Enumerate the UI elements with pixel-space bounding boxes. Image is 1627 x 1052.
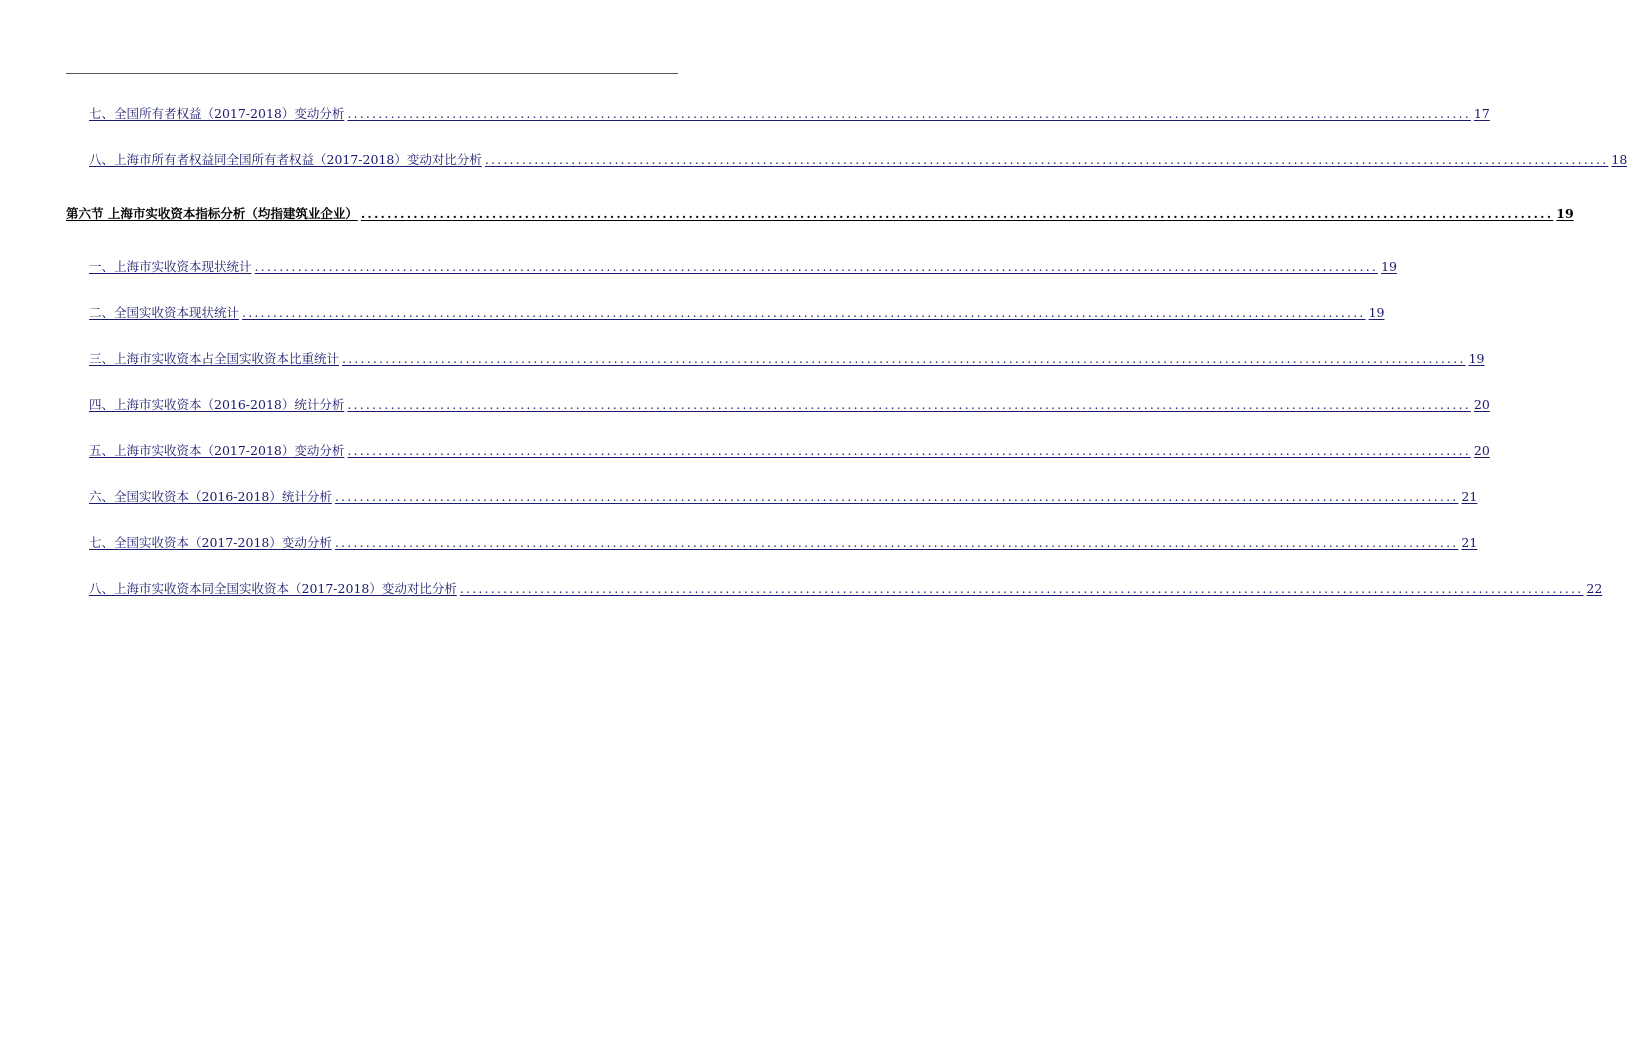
toc-entry-title: 五、上海市实收资本（2017-2018）变动分析 (89, 443, 345, 458)
toc-entry-title: 八、上海市实收资本同全国实收资本（2017-2018）变动对比分析 (89, 581, 457, 596)
toc-page-number: 19 (1556, 206, 1574, 221)
toc-entry-title: 六、全国实收资本（2016-2018）统计分析 (89, 489, 332, 504)
toc-page-number: 18 (1611, 152, 1627, 167)
toc-dot-leader: ...................................................................................................................................................................................... (334, 489, 1459, 504)
toc-entry-title: 八、上海市所有者权益同全国所有者权益（2017-2018）变动对比分析 (89, 152, 482, 167)
toc-entry[interactable] (89, 104, 1490, 122)
toc-dot-leader: ...................................................................................................................................................................................... (459, 581, 1584, 596)
toc-entry[interactable] (89, 349, 1485, 367)
toc-entry[interactable] (89, 150, 1627, 168)
toc-page-number: 20 (1473, 443, 1490, 458)
toc-entry[interactable] (89, 257, 1397, 275)
toc-page-number: 21 (1461, 489, 1478, 504)
toc-page-number: 17 (1473, 106, 1490, 121)
toc-entry-title: 四、上海市实收资本（2016-2018）统计分析 (89, 397, 345, 412)
toc-page-number: 21 (1461, 535, 1478, 550)
toc-page-number: 22 (1586, 581, 1603, 596)
toc-entry-title: 七、全国实收资本（2017-2018）变动分析 (89, 535, 332, 550)
toc-entry[interactable] (89, 441, 1490, 459)
toc-page-number: 19 (1468, 351, 1485, 366)
toc-entry-title: 第六节 上海市实收资本指标分析（均指建筑业企业） (66, 206, 358, 221)
toc-dot-leader: ...................................................................................................................................................................................... (347, 106, 1471, 121)
header-rule (66, 73, 678, 74)
toc-dot-leader: ...................................................................................................................................................................................... (347, 443, 1471, 458)
toc-entry-title: 二、全国实收资本现状统计 (89, 305, 240, 320)
toc-dot-leader: ...................................................................................................................................................................................... (254, 259, 1379, 274)
toc-entry[interactable] (89, 395, 1490, 413)
toc-entry-title: 三、上海市实收资本占全国实收资本比重统计 (89, 351, 340, 366)
toc-entry-title: 七、全国所有者权益（2017-2018）变动分析 (89, 106, 345, 121)
toc-dot-leader: ...................................................................................................................................................................................... (347, 397, 1471, 412)
toc-dot-leader: ...................................................................................................................................................................................... (334, 535, 1459, 550)
toc-page-number: 19 (1381, 259, 1397, 274)
toc-entry[interactable] (89, 487, 1478, 505)
toc-dot-leader: ...................................................................................................................................................................................... (360, 206, 1554, 221)
toc-dot-leader: ...................................................................................................................................................................................... (484, 152, 1609, 167)
toc-dot-leader: ...................................................................................................................................................................................... (242, 305, 1366, 320)
toc-page-number: 19 (1368, 305, 1385, 320)
toc-entry[interactable] (89, 303, 1385, 321)
toc-entry-title: 一、上海市实收资本现状统计 (89, 259, 252, 274)
toc-page-number: 20 (1473, 397, 1490, 412)
toc-entry[interactable] (89, 533, 1478, 551)
toc-section-entry[interactable] (66, 204, 1574, 222)
toc-entry[interactable] (89, 579, 1603, 597)
toc-dot-leader: ...................................................................................................................................................................................... (342, 351, 1466, 366)
